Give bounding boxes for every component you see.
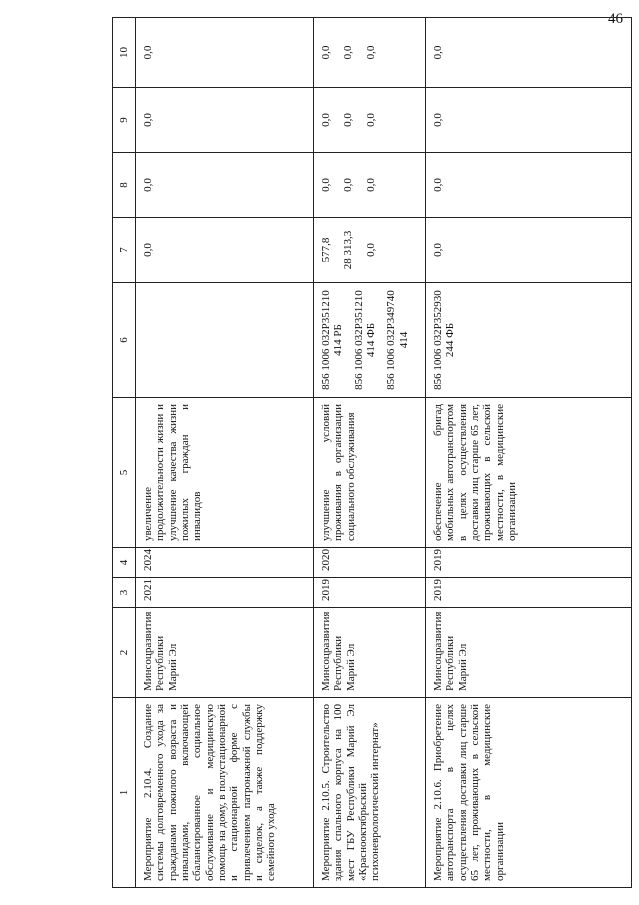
end-year-cell: 2024 <box>136 548 314 578</box>
rotated-table-wrapper <box>112 18 632 888</box>
executor-cell: Минсоцразвития Республики Марий Эл <box>314 608 426 698</box>
value: 0,0 <box>432 178 444 192</box>
value: 28 313,3 <box>342 230 355 270</box>
value-cell <box>426 88 632 153</box>
executor-cell: Минсоцразвития Республики Марий Эл <box>426 608 632 698</box>
result-cell: увеличение продолжительности жизни и улучшение качества жизни пожилых граждан и инвалидов <box>136 398 314 548</box>
col-header-1: 1 <box>113 698 136 888</box>
value: 0,0 <box>432 243 444 257</box>
value-cell <box>314 18 426 88</box>
result-cell: обеспечение бригад мобильных автотранспортом в целях осуществления доставки лиц старше 65 лет, проживающих в сельской местности, в медицинские организации <box>426 398 632 548</box>
col-header-5: 5 <box>113 398 136 548</box>
value: 0,0 <box>142 178 154 192</box>
col-header-7: 7 <box>113 218 136 283</box>
value: 0,0 <box>364 243 377 257</box>
value: 0,0 <box>142 243 154 257</box>
value: 0,0 <box>364 113 377 127</box>
value: 0,0 <box>342 45 355 60</box>
value: 0,0 <box>142 45 154 60</box>
budget-code-cell <box>136 283 314 398</box>
header-row <box>113 18 136 888</box>
value-cell <box>426 218 632 283</box>
activity-cell: Мероприятие 2.10.6. Приобретение автотранспорта в целях осуществления доставки лиц старше 65 лет, проживающих в сельской местности, в медицинские организации <box>426 698 632 888</box>
result-cell: улучшение условий проживания в организации социального обслуживания <box>314 398 426 548</box>
value: 0,0 <box>320 113 332 127</box>
value-cell <box>136 18 314 88</box>
program-activities-table <box>112 17 632 888</box>
activity-cell: Мероприятие 2.10.4. Создание системы долговременного ухода за гражданами пожилого возраста и инвалидами, включающей сбалансированное социальное обслуживание и медицинскую помощь на дому, в полустационарной и стационарной форме с привлечением патронажной службы и сиделок, а также поддержку семейного ухода <box>136 698 314 888</box>
col-header-2: 2 <box>113 608 136 698</box>
budget-code: 856 1006 032P351210 414 ФБ <box>352 290 377 390</box>
table-row <box>314 18 426 888</box>
value: 577,8 <box>320 237 332 263</box>
budget-code-cell <box>314 283 426 398</box>
table-row <box>136 18 314 888</box>
value: 0,0 <box>320 45 332 60</box>
value-cell <box>314 153 426 218</box>
value: 0,0 <box>364 178 377 192</box>
end-year-cell: 2020 <box>314 548 426 578</box>
value: 0,0 <box>432 45 444 60</box>
value-cell <box>314 218 426 283</box>
value: 0,0 <box>364 45 377 60</box>
value-cell <box>136 153 314 218</box>
start-year-cell: 2021 <box>136 578 314 608</box>
col-header-3: 3 <box>113 578 136 608</box>
budget-code: 856 1006 032P351210 414 РБ <box>320 290 345 390</box>
table-row <box>426 18 632 888</box>
value-cell <box>314 88 426 153</box>
value: 0,0 <box>320 178 332 192</box>
col-header-10: 10 <box>113 18 136 88</box>
col-header-6: 6 <box>113 283 136 398</box>
start-year-cell: 2019 <box>314 578 426 608</box>
page-number: 46 <box>608 11 623 27</box>
col-header-9: 9 <box>113 88 136 153</box>
activity-cell: Мероприятие 2.10.5. Строительство здания спального корпуса на 100 мест ГБУ Республики Марий Эл «Краснооктябрьский психоневрологический интернат» <box>314 698 426 888</box>
budget-code: 856 1006 032P349740 414 <box>385 290 410 390</box>
value: 0,0 <box>142 113 154 127</box>
value-cell <box>426 153 632 218</box>
start-year-cell: 2019 <box>426 578 632 608</box>
col-header-4: 4 <box>113 548 136 578</box>
value: 0,0 <box>432 113 444 127</box>
budget-code: 856 1006 032P352930 244 ФБ <box>432 290 457 390</box>
executor-cell: Минсоцразвития Республики Марий Эл <box>136 608 314 698</box>
value-cell <box>136 218 314 283</box>
budget-code-cell <box>426 283 632 398</box>
col-header-8: 8 <box>113 153 136 218</box>
value: 0,0 <box>342 178 355 192</box>
value-cell <box>136 88 314 153</box>
end-year-cell: 2019 <box>426 548 632 578</box>
value-cell <box>426 18 632 88</box>
value: 0,0 <box>342 113 355 127</box>
